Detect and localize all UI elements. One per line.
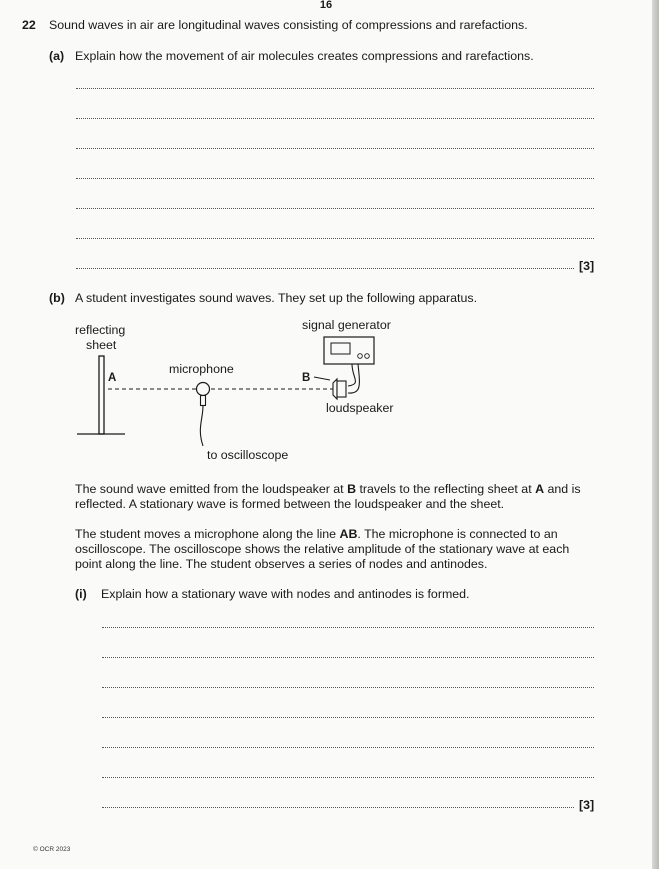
copyright: © OCR 2023 bbox=[33, 846, 71, 853]
wire bbox=[348, 364, 355, 386]
answer-line[interactable] bbox=[102, 657, 594, 658]
reflecting-sheet bbox=[99, 356, 104, 434]
bold-ab: AB bbox=[339, 527, 358, 541]
page-number: 16 bbox=[319, 0, 333, 11]
answer-line[interactable] bbox=[102, 627, 594, 628]
wire bbox=[348, 364, 359, 393]
label-to-oscilloscope: to oscilloscope bbox=[207, 448, 289, 462]
part-i-marks: [3] bbox=[579, 798, 595, 812]
part-i-label: (i) bbox=[75, 587, 87, 601]
label-point-a: A bbox=[108, 372, 117, 384]
paragraph-emission bbox=[75, 482, 581, 512]
loudspeaker-icon bbox=[333, 379, 346, 399]
label-sheet-text: sheet bbox=[86, 338, 117, 352]
oscilloscope-cable bbox=[200, 406, 203, 447]
question-stem: Sound waves in air are longitudinal waves consisting of compressions and rarefactions. bbox=[49, 18, 528, 32]
text: reflected. A stationary wave is formed between the loudspeaker and the sheet. bbox=[75, 497, 505, 511]
part-i-text: Explain how a stationary wave with nodes and antinodes is formed. bbox=[101, 587, 470, 601]
page-edge bbox=[652, 0, 659, 869]
part-b-label: (b) bbox=[49, 291, 65, 305]
part-a-text: Explain how the movement of air molecules creates compressions and rarefactions. bbox=[75, 49, 534, 63]
part-b-intro: A student investigates sound waves. They set up the following apparatus. bbox=[75, 291, 478, 305]
bold-b: B bbox=[347, 482, 357, 496]
signal-generator-icon bbox=[324, 337, 374, 364]
label-signal-generator: signal generator bbox=[302, 318, 391, 332]
paragraph-microphone bbox=[75, 527, 569, 572]
text: point along the line. The student observes a series of nodes and antinodes. bbox=[75, 557, 488, 571]
question-number: 22 bbox=[22, 18, 36, 32]
answer-line[interactable] bbox=[102, 807, 574, 808]
text: travels to the reflecting sheet at bbox=[356, 482, 536, 496]
answer-line[interactable] bbox=[102, 717, 594, 718]
answer-line[interactable] bbox=[102, 777, 594, 778]
part-a-marks: [3] bbox=[579, 259, 595, 273]
label-loudspeaker: loudspeaker bbox=[326, 401, 394, 415]
answer-line[interactable] bbox=[102, 747, 594, 748]
text: oscilloscope. The oscilloscope shows the relative amplitude of the stationary wave at each bbox=[75, 542, 570, 556]
text: . The microphone is connected to an bbox=[357, 527, 558, 541]
text: The sound wave emitted from the loudspeaker at bbox=[75, 482, 348, 496]
label-point-b: B bbox=[302, 372, 311, 384]
text: and is bbox=[544, 482, 581, 496]
microphone-icon bbox=[197, 383, 210, 447]
bold-a: A bbox=[535, 482, 545, 496]
b-pointer bbox=[314, 377, 330, 380]
part-a-label: (a) bbox=[49, 49, 65, 63]
text: The student moves a microphone along the line bbox=[75, 527, 340, 541]
label-reflecting: reflecting bbox=[75, 323, 126, 337]
answer-line[interactable] bbox=[102, 687, 594, 688]
label-microphone: microphone bbox=[169, 362, 234, 376]
